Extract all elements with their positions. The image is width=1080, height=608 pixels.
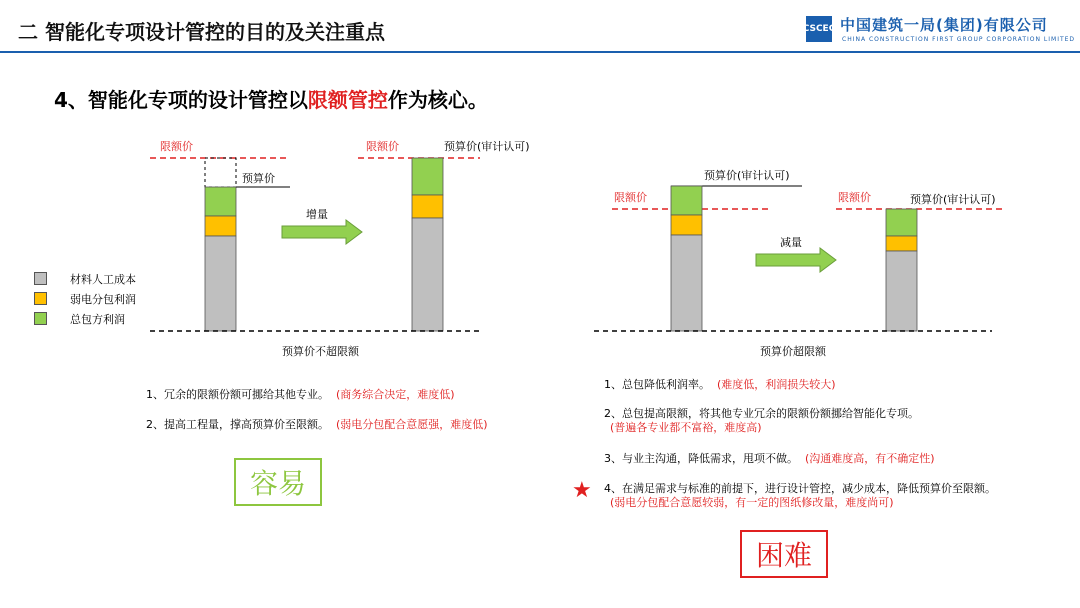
section-title-prefix: 4、智能化专项的设计管控以 (54, 88, 308, 112)
right-bar1-yellow (671, 215, 702, 235)
decrease-arrow (756, 248, 836, 272)
legend-swatch-material (34, 272, 47, 285)
left-bar1-green (205, 187, 236, 216)
left-limit-label: 限额价 (160, 140, 193, 153)
right-caption: 预算价超限额 (760, 345, 826, 358)
right-bar1-green (671, 186, 702, 215)
section-title-suffix: 作为核心。 (387, 88, 488, 112)
right-note-3-text: 3、与业主沟通，降低需求，甩项不做。 (604, 452, 798, 465)
left-bar2-yellow (412, 195, 443, 218)
right-bar2-green (886, 209, 917, 236)
legend-swatch-main-profit (34, 312, 47, 325)
company-name-cn: 中国建筑一局(集团)有限公司 (840, 16, 1048, 34)
header-title: 二 智能化专项设计管控的目的及关注重点 (18, 20, 385, 44)
legend-label-main-profit: 总包方利润 (70, 313, 125, 326)
increase-arrow (282, 220, 362, 244)
left-bar1-yellow (205, 216, 236, 236)
left-bar2-green (412, 158, 443, 195)
right-bar2-yellow (886, 236, 917, 251)
legend-label-sub-profit: 弱电分包利润 (70, 293, 136, 306)
verdict-easy: 容易 (234, 458, 322, 506)
left-caption: 预算价不超限额 (282, 345, 359, 358)
left-budget-approved-label: 预算价(审计认可) (444, 140, 530, 153)
left-note-2 (146, 416, 488, 432)
increase-label: 增量 (306, 208, 328, 221)
left-note-1-remark: (商务综合决定，难度低) (336, 388, 455, 401)
right-note-4-remark: (弱电分包配合意愿较弱，有一定的图纸修改量，难度尚可) (610, 496, 894, 509)
right-note-2-text: 2、总包提高限额，将其他专业冗余的限额份额挪给智能化专项。 (604, 407, 919, 420)
right-bar1-gray (671, 235, 702, 331)
left-limit-label-2: 限额价 (366, 140, 399, 153)
right-limit-label-2: 限额价 (838, 191, 871, 204)
company-logo: CSCEC (806, 16, 832, 42)
left-note-2-remark: (弱电分包配合意愿强，难度低) (336, 418, 488, 431)
legend-swatch-sub-profit (34, 292, 47, 305)
right-note-2-remark: (普遍各专业都不富裕，难度高) (610, 421, 762, 434)
left-bar1-gap (205, 158, 236, 187)
right-note-3-remark: (沟通难度高，有不确定性) (805, 452, 935, 465)
company-name-en: CHINA CONSTRUCTION FIRST GROUP CORPORATION LIMITED (842, 36, 1076, 43)
left-budget-label: 预算价 (242, 172, 275, 185)
left-note-2-text: 2、提高工程量，撑高预算价至限额。 (146, 418, 329, 431)
right-budget-approved-label: 预算价(审计认可) (704, 169, 790, 182)
section-title-highlight: 限额管控 (307, 88, 388, 112)
left-note-1-text: 1、冗余的限额份额可挪给其他专业。 (146, 388, 329, 401)
left-bar1-gray (205, 236, 236, 331)
right-limit-label: 限额价 (614, 191, 647, 204)
left-note-1 (146, 386, 455, 402)
verdict-hard: 困难 (740, 530, 828, 578)
right-budget-approved-label-2: 预算价(审计认可) (910, 193, 996, 206)
star-icon: ★ (572, 478, 592, 503)
right-bar2-gray (886, 251, 917, 331)
right-note-1 (604, 376, 836, 392)
right-note-1-text: 1、总包降低利润率。 (604, 378, 710, 391)
right-note-3 (604, 450, 935, 466)
decrease-label: 减量 (780, 236, 802, 249)
legend-label-material: 材料人工成本 (70, 273, 136, 286)
right-note-4-text: 4、在满足需求与标准的前提下，进行设计管控，减少成本，降低预算价至限额。 (604, 482, 996, 495)
right-note-1-remark: (难度低，利润损失较大) (717, 378, 836, 391)
left-bar2-gray (412, 218, 443, 331)
